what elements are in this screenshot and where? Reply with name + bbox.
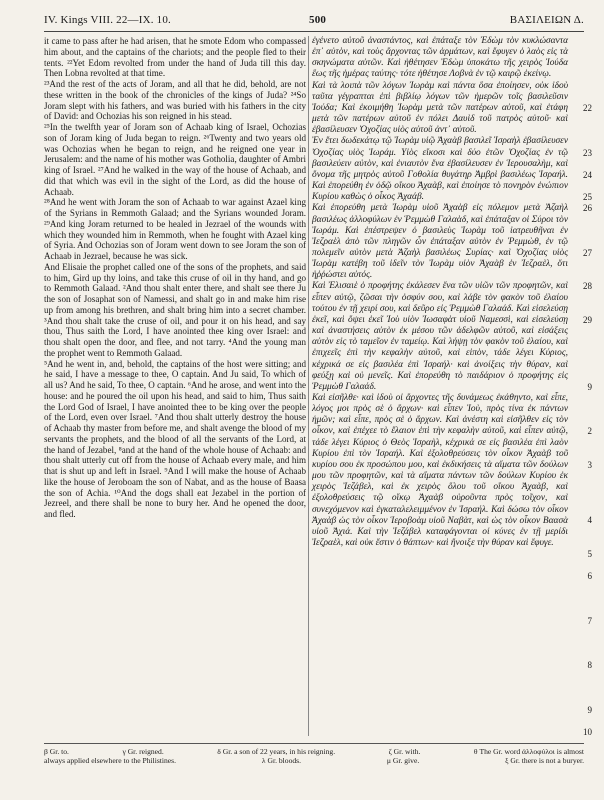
greek-column [312, 36, 568, 549]
english-paragraph: ⁵And he went in, and, behold, the captains of the host were sitting; and he said, I have a message to thee, O captain. And Ju said, To which of all us? And he said, To thee, O captain. ⁶And he arose, and went into the house: and he poured the oil upon his head, and said to him, Thus saith the Lord God of Israel, I have anointed thee to be king over the people of the Lord, even over Israel. ⁷And thou shalt utterly destroy the house of Achaab thy master from before me, and shalt avenge the blood of my servants the prophets, and the blood of all the servants of the Lord, at the hand of Jezabel, ⁸and at the hand of the whole house of Achaab: and thou shalt utterly cut off from the house of Achaab every male, and him that is shut up and left in Israel. ⁹And I will make the house of Achaab like the house of Jeroboam the son of Nabat, and as the house of Baasa the son of Achia. ¹⁰And the dogs shall eat Jezabel in the portion of Jezreel, and there shall be none to bury her. And he opened the door, and fled. [44, 358, 306, 519]
english-paragraph: ²⁸And he went with Joram the son of Achaab to war against Azael king of the Syrians in Remmoth Galaad; and the Syrians wounded Joram. ²⁹And king Joram returned to be healed in Jezrael of the wounds with which they wounded him in Remmoth, when he fought with Azael king of Syria. And Ochozias son of Joram went down to see Joram the son of Achaab in Jezrael, because he was sick. [44, 197, 306, 261]
header-greek-title: ΒΑΣΙΛΕΙΩΝ Δ. [509, 14, 584, 26]
verse-number: 28 [583, 281, 592, 292]
header-book-reference: IV. Kings VIII. 22—IX. 10. [44, 14, 172, 26]
verse-number: 26 [583, 203, 592, 214]
footnotes [44, 743, 584, 765]
greek-paragraph: Καὶ ἐπορεύθη μετὰ Ἰωρὰμ υἱοῦ Ἀχαὰβ εἰς πόλεμον μετὰ Ἀζαὴλ βασιλέως ἀλλοφύλων ἐν Ῥεμμὼθ Γαλαὰδ, καὶ ἐπάταξαν οἱ Σύροι τὸν Ἰωράμ. Καὶ ἐπέστρεψεν ὁ βασιλεὺς Ἰωρὰμ τοῦ ἰατρευθῆναι ἐν Ἰεζραὲλ ἀπὸ τῶν πληγῶν ὧν ἐπάταξαν αὐτὸν ἐν Ῥεμμὼθ, ἐν τῷ πολεμεῖν αὐτὸν μετὰ Ἀζαὴλ βασιλέως Συρίας· καὶ Ὀχοζίας υἱὸς Ἰωρὰμ κατέβη τοῦ ἰδεῖν τὸν Ἰωρὰμ υἱὸν Ἀχαὰβ ἐν Ἰεζραὲλ, ὅτι ἠῤῥώστει αὐτός. [312, 203, 568, 281]
greek-paragraph: Καὶ εἰσῆλθε· καὶ ἰδοὺ οἱ ἄρχοντες τῆς δυνάμεως ἐκάθηντο, καὶ εἶπε, λόγος μοι πρὸς σὲ ὁ ἄρχων· καὶ εἶπεν Ἰοὺ, πρὸς τίνα ἐκ πάντων ἡμῶν; καὶ εἶπε, πρὸς σὲ ὁ ἄρχων. Καὶ ἀνέστη καὶ εἰσῆλθεν εἰς τὸν οἶκον, καὶ ἐπέχεε τὸ ἔλαιον ἐπὶ τὴν κεφαλὴν αὐτοῦ, καὶ εἶπεν αὐτῷ, τάδε λέγει Κύριος ὁ Θεὸς Ἰσραὴλ, κέχρικά σε εἰς βασιλέα ἐπὶ λαὸν Κυρίου ἐπὶ τὸν Ἰσραήλ. Καὶ ἐξολοθρεύσεις τὸν οἶκον Ἀχαὰβ τοῦ κυρίου σου ἐκ προσώπου μου, καὶ ἐκδικήσεις τὰ αἵματα τῶν δούλων μου τῶν προφητῶν, καὶ τὰ αἵματα πάντων τῶν δούλων Κυρίου ἐκ χειρὸς Ἰεζάβελ, καὶ ἐκ χειρὸς ὅλου τοῦ οἴκου Ἀχαὰβ, καὶ ἐξολοθρεύσεις τῷ οἴκῳ Ἀχαὰβ οὐροῦντα πρὸς τοῖχον, καὶ συνεχόμενον καὶ ἐγκαταλελειμμένον ἐν Ἰσραήλ. Καὶ δώσω τὸν οἶκον Ἀχαὰβ ὡς τὸν οἶκον Ἱεροβοὰμ υἱοῦ Ναβὰτ, καὶ ὡς τὸν οἶκον Βαασὰ υἱοῦ Ἀχιά. Καὶ τὴν Ἰεζάβελ καταφάγονται οἱ κύνες ἐν τῇ μερίδι Ἰεζραὲλ, καὶ οὐκ ἔστιν ὁ θάπτων· καὶ ἤνοιξε τὴν θύραν καὶ ἔφυγε. [312, 393, 568, 549]
verse-number: 24 [583, 169, 592, 180]
english-paragraph: And Elisaie the prophet called one of the sons of the prophets, and said to him, Gird up thy loins, and take this cruse of oil in thy hand, and go to Remmoth Galaad. ²And thou shalt enter there, and shalt see there Ju the son of Josaphat son of Namessi, and shalt go in and make him rise up from among his brethren, and shalt bring him into a secret chamber. ³And thou shalt take the cruse of oil, and pour it on his head, and say thou, Thus saith the Lord, I have anointed thee king over Israel: and thou shalt open the door, and flee, and not tarry. ⁴And the young man the prophet went to Remmoth Galaad. [44, 261, 306, 358]
verse-number: 29 [583, 314, 592, 325]
verse-number: 7 [587, 615, 592, 626]
footnote: λ Gr. bloods. [261, 756, 302, 766]
verse-number: 9 [587, 705, 592, 715]
footnote: μ Gr. give. [386, 756, 420, 766]
verse-number: 22 [583, 102, 592, 113]
greek-paragraph: Καὶ τὰ λοιπὰ τῶν λόγων Ἰωρὰμ καὶ πάντα ὅσα ἐποίησεν, οὐκ ἰδοὺ ταῦτα γέγραπται ἐπὶ βιβλίῳ λόγων τῶν ἡμερῶν τοῖς βασιλεῦσιν Ἰούδα; Καὶ ἐκοιμήθη Ἰωρὰμ μετὰ τῶν πατέρων αὐτοῦ, καὶ ἐτάφη μετὰ τῶν πατέρων αὐτοῦ ἐν πόλει Δαυὶδ τοῦ πατρὸς αὐτοῦ· καὶ ἐβασίλευσεν Ὀχοζίας υἱὸς αὐτοῦ ἀντ᾿ αὐτοῦ. [312, 80, 568, 136]
greek-paragraph: Καὶ Ἐλισαιὲ ὁ προφήτης ἐκάλεσεν ἕνα τῶν υἱῶν τῶν προφητῶν, καὶ εἶπεν αὐτῷ, ζῶσαι τὴν ὀσφύν σου, καὶ λάβε τὸν φακὸν τοῦ ἐλαίου τούτου ἐν τῇ χειρί σου, καὶ δεῦρο εἰς Ῥεμμὼθ Γαλαάδ. Καὶ εἰσελεύσῃ ἐκεῖ, καὶ ὄψει ἐκεῖ Ἰοὺ υἱὸν Ἰωσαφὰτ υἱοῦ Ναμεσσὶ, καὶ εἰσελεύσῃ καὶ ἀναστήσεις αὐτὸν ἐκ μέσου τῶν ἀδελφῶν αὐτοῦ, καὶ εἰσάξεις αὐτὸν εἰς τὸ ταμεῖον ἐν ταμείῳ. Καὶ λήψῃ τὸν φακὸν τοῦ ἐλαίου, καὶ ἐπιχεεῖς ἐπὶ τὴν κεφαλὴν αὐτοῦ, καὶ εἰπὸν, τάδε λέγει Κύριος, κέχρικά σε εἰς βασιλέα ἐπὶ Ἰσραήλ· καὶ ἀνοίξεις τὴν θύραν, καὶ φεύξῃ καὶ οὐ μενεῖς. Καὶ ἐπορεύθη τὸ παιδάριον ὁ προφήτης εἰς Ῥεμμὼθ Γαλαάδ. [312, 281, 568, 392]
english-paragraph: ²⁵In the twelfth year of Joram son of Achaab king of Israel, Ochozias son of Joram king of Juda began to reign. ²⁶Twenty and two years old was Ochozias when he began to reign, and he reigned one year in Jerusalem: and the name of his mother was Gotholia, daughter of Ambri king of Israel. ²⁷And he walked in the way of the house of Achaab, and did that which was evil in the sight of the Lord, as did the house of Achaab. [44, 122, 306, 197]
header-rule [44, 31, 584, 32]
footnote-line [44, 756, 584, 765]
verse-number: 9 [587, 381, 592, 392]
verse-number: 2 [587, 426, 592, 437]
footnote: ξ Gr. there is not a buryer. [505, 756, 584, 766]
verse-number: 25 [583, 192, 592, 203]
verse-number: 10 [583, 727, 592, 738]
running-header [44, 14, 584, 30]
greek-paragraph: Ἐν ἔτει δωδεκάτῳ τῷ Ἰωρὰμ υἱῷ Ἀχαὰβ βασιλεῖ Ἰσραὴλ ἐβασίλευσεν Ὀχοζίας υἱὸς Ἰωράμ. Υἱὸς εἴκοσι καὶ δύο ἐτῶν Ὀχοζίας ἐν τῷ βασιλεύειν αὐτὸν, καὶ ἐνιαυτὸν ἕνα ἐβασίλευσεν ἐν Ἱερουσαλὴμ, καὶ ὄνομα τῆς μητρὸς αὐτοῦ Γοθολία θυγάτηρ Ἀμβρὶ βασιλέως Ἰσραήλ. Καὶ ἐπορεύθη ἐν ὁδῷ οἴκου Ἀχαὰβ, καὶ ἐποίησε τὸ πονηρὸν ἐνώπιον Κυρίου καθὼς ὁ οἶκος Ἀχαάβ. [312, 136, 568, 203]
greek-paragraph: ἐγένετο αὐτοῦ ἀναστάντος, καὶ ἐπάταξε τὸν Ἐδὼμ τὸν κυκλώσαντα ἐπ᾿ αὐτὸν, καὶ τοὺς ἄρχοντας τῶν ἁρμάτων, καὶ ἔφυγεν ὁ λαὸς εἰς τὰ σκηνώματα αὐτῶν. Καὶ ἠθέτησεν Ἐδὼμ ὑποκάτω τῆς χειρὸς Ἰούδα ἕως τῆς ἡμέρας ταύτης· τότε ἠθέτησε Λοβνὰ ἐν τῷ καιρῷ ἐκείνῳ. [312, 36, 568, 80]
verse-number: 6 [587, 571, 592, 582]
footnote: β Gr. to. [44, 747, 69, 756]
verse-number: 23 [583, 147, 592, 158]
verse-number: 27 [583, 247, 592, 258]
footnote: δ Gr. a son of 22 years, in his reigning. [217, 747, 336, 756]
english-paragraph: it came to pass after he had arisen, that he smote Edom who compassed him about, and the captains of the chariots; and the people fled to their tents. ²²Yet Edom revolted from under the hand of Juda till this day. Then Lobna revolted at that time. [44, 36, 306, 79]
page-number: 500 [309, 14, 327, 26]
verse-number: 3 [587, 459, 592, 470]
verse-number: 5 [587, 548, 592, 559]
verse-number: 4 [587, 515, 592, 526]
footnote-line [44, 747, 584, 756]
english-column [44, 36, 306, 520]
english-paragraph: ²³And the rest of the acts of Joram, and all that he did, behold, are not these written in the book of the chronicles of the kings of Juda? ²⁴So Joram slept with his fathers, and was buried with his fathers in the city of David: and Ochozias his son reigned in his stead. [44, 79, 306, 122]
verse-number: 8 [587, 660, 592, 671]
footnote: always applied elsewhere to the Philistines. [44, 756, 177, 766]
footnote: ζ Gr. with. [388, 747, 421, 756]
column-divider [308, 36, 309, 736]
footnote: γ Gr. reigned. [122, 747, 164, 756]
footnote: θ The Gr. word ἀλλοφύλοι is almost [473, 747, 584, 756]
